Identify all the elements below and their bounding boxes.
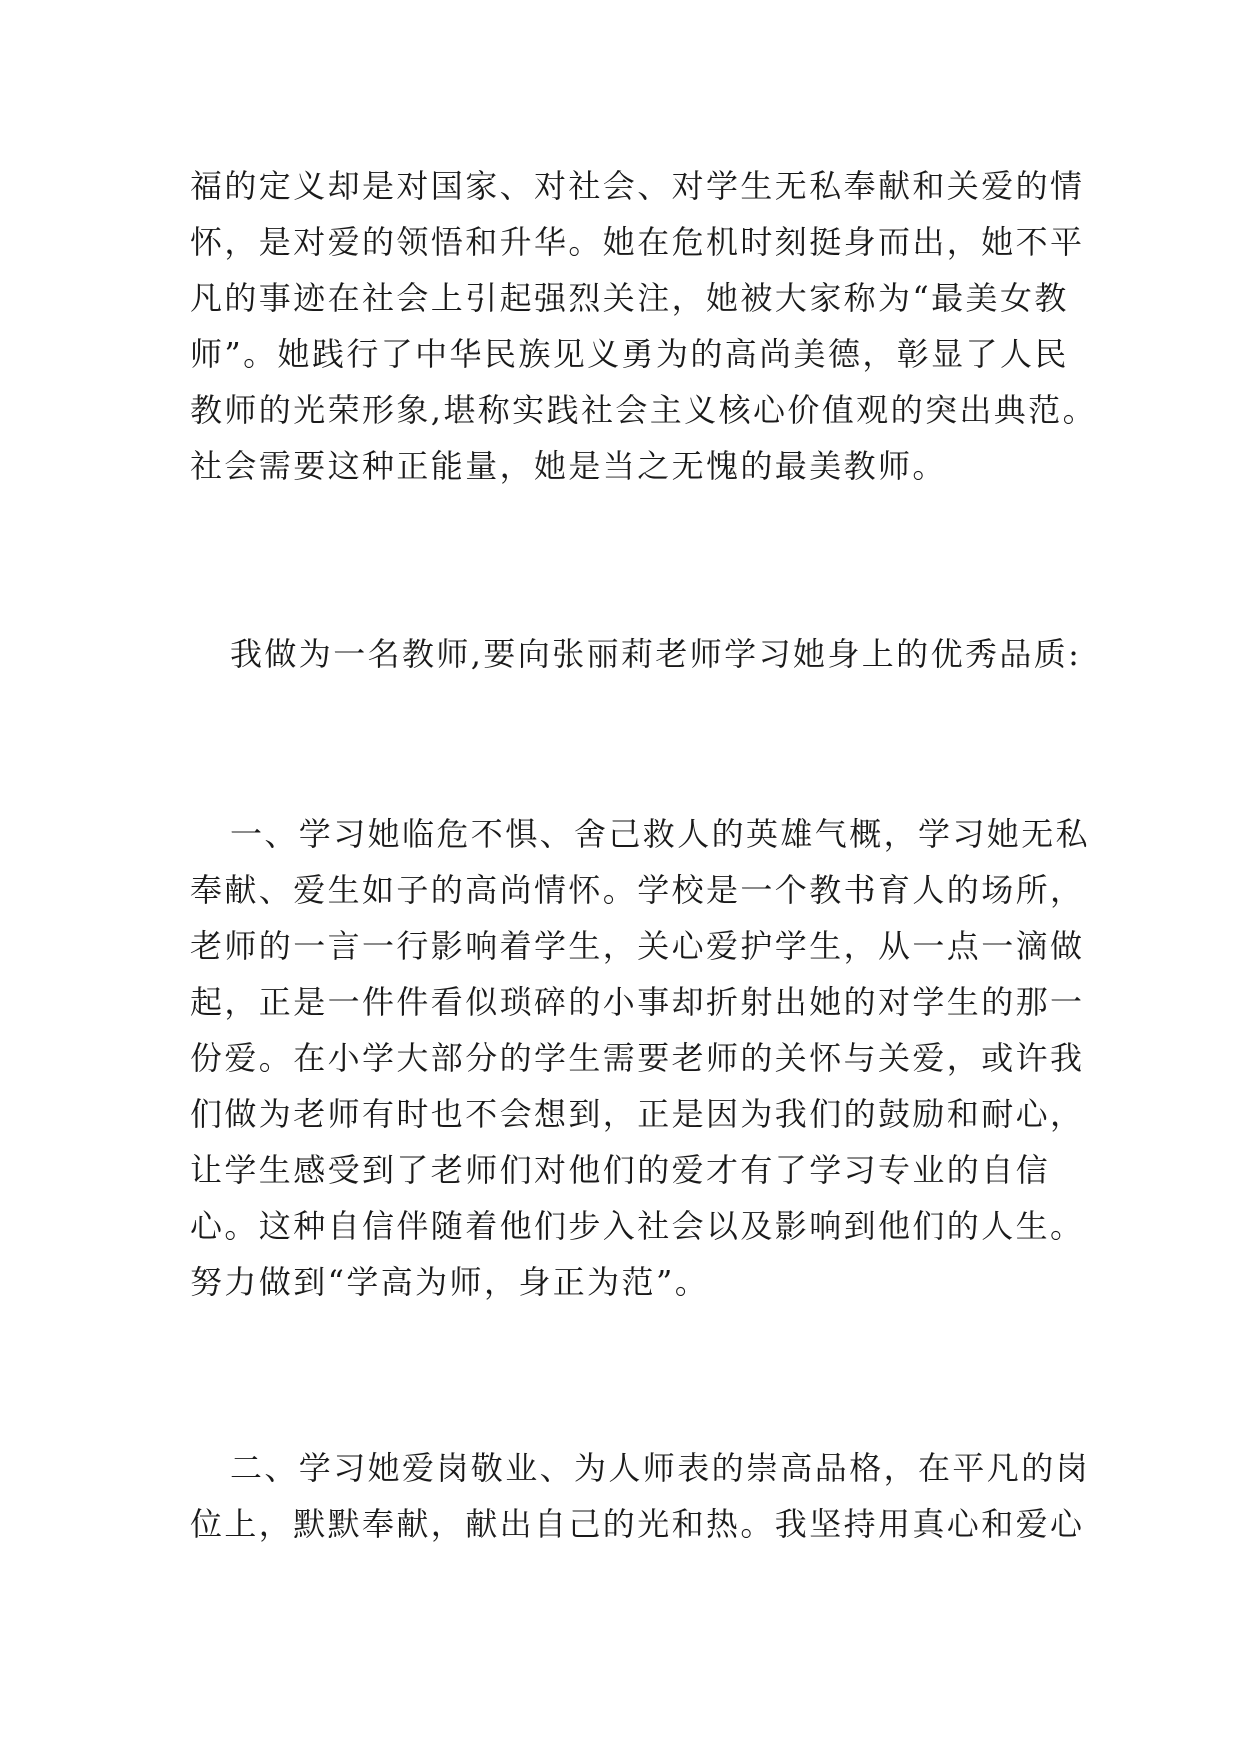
text-line: 师”。她践行了中华民族见义勇为的高尚美德，彰显了人民	[190, 335, 1069, 373]
text-line: 社会需要这种正能量，她是当之无愧的最美教师。	[190, 447, 947, 485]
text-line: 老师的一言一行影响着学生，关心爱护学生，从一点一滴做	[190, 927, 1085, 965]
text-line: 位上，默默奉献，献出自己的光和热。我坚持用真心和爱心	[190, 1505, 1085, 1543]
paragraph-intro	[190, 626, 1082, 682]
text-line: 凡的事迹在社会上引起强烈关注，她被大家称为“最美女教	[190, 279, 1069, 317]
text-line: 份爱。在小学大部分的学生需要老师的关怀与关爱，或许我	[190, 1039, 1085, 1077]
text-line: 教师的光荣形象,堪称实践社会主义核心价值观的突出典范。	[190, 391, 1097, 429]
paragraph-tribute	[190, 158, 1097, 494]
text-line: 我做为一名教师,要向张丽莉老师学习她身上的优秀品质:	[230, 635, 1082, 673]
text-line: 福的定义却是对国家、对社会、对学生无私奉献和关爱的情	[190, 167, 1085, 205]
text-line: 努力做到“学高为师，身正为范”。	[190, 1263, 710, 1301]
text-line: 一、学习她临危不惧、舍己救人的英雄气概，学习她无私	[230, 815, 1091, 853]
text-line: 心。这种自信伴随着他们步入社会以及影响到他们的人生。	[190, 1207, 1085, 1245]
text-line: 怀，是对爱的领悟和升华。她在危机时刻挺身而出，她不平	[190, 223, 1085, 261]
text-line: 们做为老师有时也不会想到，正是因为我们的鼓励和耐心，	[190, 1095, 1085, 1133]
text-line: 起，正是一件件看似琐碎的小事却折射出她的对学生的那一	[190, 983, 1085, 1021]
paragraph-point-two	[190, 1440, 1091, 1552]
text-line: 二、学习她爱岗敬业、为人师表的崇高品格，在平凡的岗	[230, 1449, 1091, 1487]
paragraph-point-one	[190, 806, 1091, 1310]
text-line: 让学生感受到了老师们对他们的爱才有了学习专业的自信	[190, 1151, 1051, 1189]
text-line: 奉献、爱生如子的高尚情怀。学校是一个教书育人的场所，	[190, 871, 1085, 909]
